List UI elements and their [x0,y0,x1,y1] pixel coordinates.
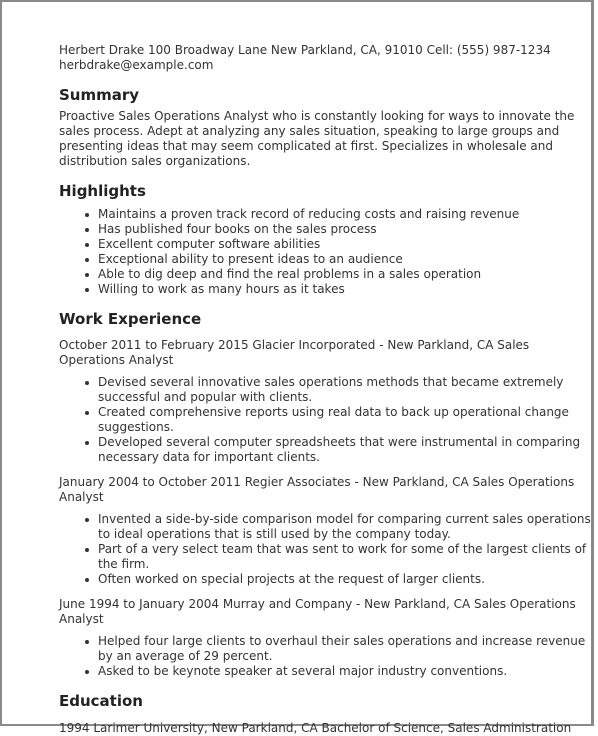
list-item: Maintains a proven track record of reducing costs and raising revenue [98,207,591,222]
list-item: Exceptional ability to present ideas to an audience [98,252,591,267]
education-heading: Education [59,692,143,710]
education-entry: 1994 Larimer University, New Parkland, CA Bachelor of Science, Sales Administration [59,721,572,735]
highlights-list [59,207,591,297]
list-item: Devised several innovative sales operations methods that became extremely successful and popular with clients. [98,375,591,405]
list-item: Has published four books on the sales process [98,222,591,237]
list-item: Developed several computer spreadsheets that were instrumental in comparing necessary data for important clients. [98,435,591,465]
summary-text: Proactive Sales Operations Analyst who is constantly looking for ways to innovate the sales process. Adept at analyzing any sales situation, speaking to large groups and presenting ideas that may seem complicated at first. Specializes in wholesale and distribution sales organizations. [59,109,575,168]
job-bullets [59,634,591,679]
list-item: Asked to be keynote speaker at several major industry conventions. [98,664,591,679]
job-header: June 1994 to January 2004 Murray and Company - New Parkland, CA Sales Operations Analyst [59,597,576,626]
list-item: Created comprehensive reports using real data to back up operational change suggestions. [98,405,591,435]
list-item: Able to dig deep and find the real problems in a sales operation [98,267,591,282]
highlights-heading: Highlights [59,182,146,200]
job-bullets [59,512,591,587]
job-bullets [59,375,591,465]
email: herbdrake@example.com [59,58,214,72]
job-header: January 2004 to October 2011 Regier Associates - New Parkland, CA Sales Operations Analyst [59,475,575,504]
list-item: Helped four large clients to overhaul their sales operations and increase revenue by an average of 29 percent. [98,634,591,664]
contact-line: Herbert Drake 100 Broadway Lane New Parkland, CA, 91010 Cell: (555) 987-1234 [59,43,551,57]
job-header: October 2011 to February 2015 Glacier Incorporated - New Parkland, CA Sales Operations Analyst [59,338,530,367]
list-item: Often worked on special projects at the request of larger clients. [98,572,591,587]
list-item: Invented a side-by-side comparison model for comparing current sales operations to ideal operations that is still used by the company today. [98,512,591,541]
list-item: Willing to work as many hours as it takes [98,282,591,297]
resume-content [59,43,591,736]
summary-heading: Summary [59,86,140,104]
list-item: Excellent computer software abilities [98,237,591,252]
experience-heading: Work Experience [59,310,202,328]
list-item: Part of a very select team that was sent to work for some of the largest clients of the firm. [98,542,591,572]
